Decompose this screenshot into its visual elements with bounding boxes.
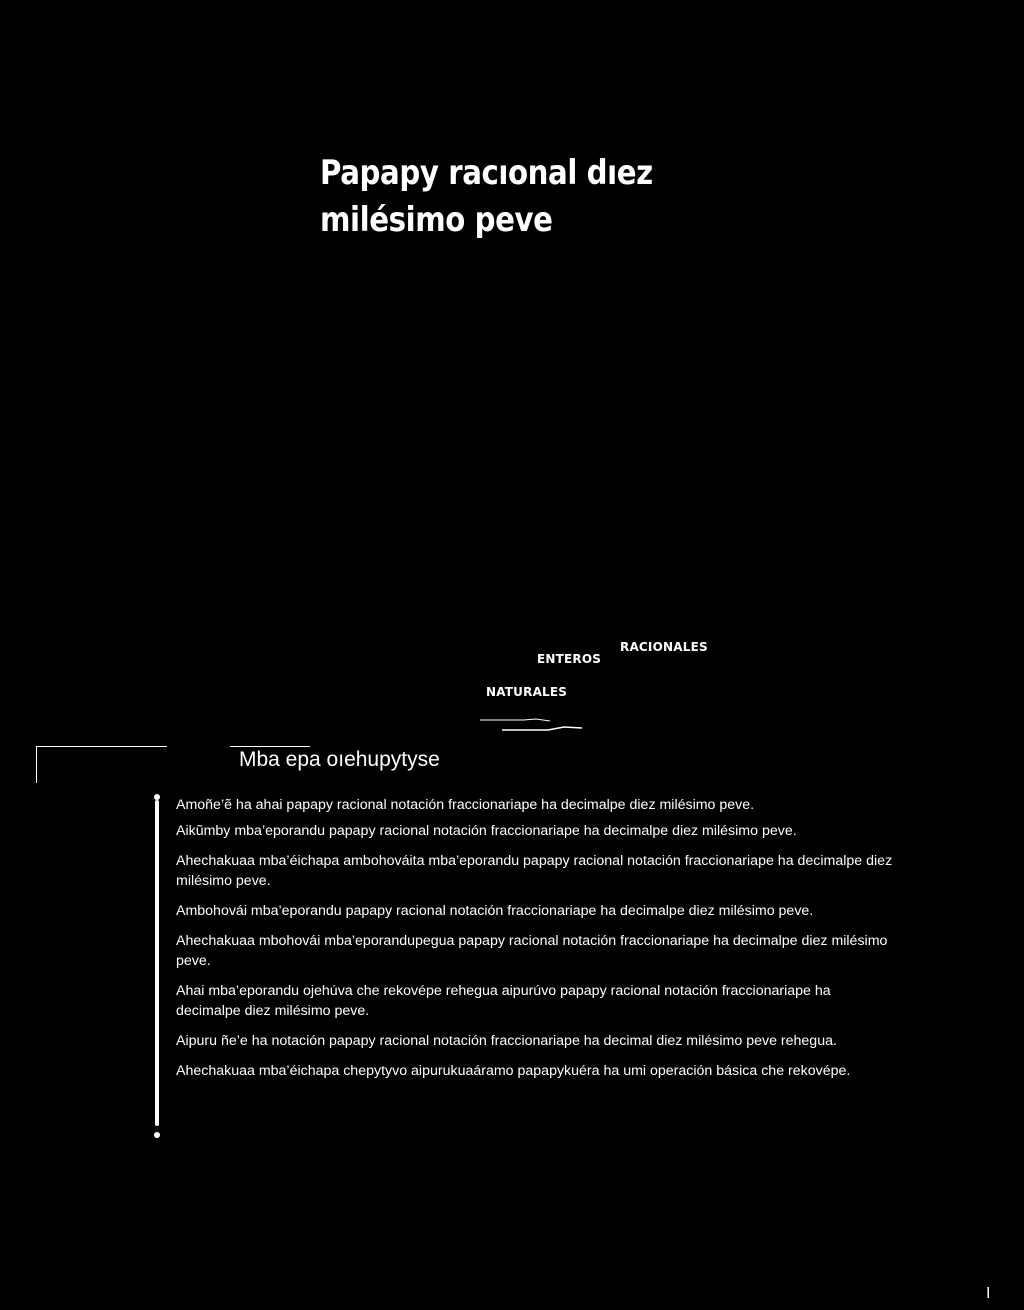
set-label-racionales: RACIONALES <box>620 640 708 654</box>
objective-item: Amoñe’ẽ ha ahai papapy racional notación fraccionariape ha decimalpe diez milésimo peve. <box>176 797 755 813</box>
rail-dot-icon <box>154 794 160 800</box>
objective-item: Aipuru ñe’e ha notación papapy racional notación fraccionariape ha decimal diez milésimo peve rehegua. <box>176 1033 837 1049</box>
objective-item: Ahechakuaa mbohovái mba’eporandupegua papapy racional notación fraccionariape ha decimalpe diez milésimo peve. <box>176 933 888 969</box>
objective-item: Ahechakuaa mba’éichapa ambohováita mba’eporandu papapy racional notación fraccionariape ha decimalpe diez milésimo peve. <box>176 853 893 889</box>
objective-item: Ahai mba’eporandu ojehúva che rekovépe rehegua aipurúvo papapy racional notación fraccionariape ha decimalpe diez milésimo peve. <box>176 983 831 1019</box>
section-heading: Mba epa oıehupytyse <box>239 748 440 771</box>
page-number: I <box>986 1285 991 1302</box>
rail-dot-icon <box>154 1132 160 1138</box>
objective-item: Ambohovái mba’eporandu papapy racional notación fraccionariape ha decimalpe diez milésimo peve. <box>176 903 814 919</box>
section-frame-top-line <box>230 746 310 747</box>
objectives-list <box>176 795 896 1091</box>
section-frame <box>36 746 167 783</box>
set-label-naturales: NATURALES <box>486 685 568 699</box>
set-label-enteros: ENTEROS <box>537 652 602 666</box>
objective-rail <box>155 800 159 1126</box>
objective-item: Ahechakuaa mba’éichapa chepytyvo aipurukuaáramo papapykuéra ha umi operación básica che rekovépe. <box>176 1063 851 1079</box>
set-diagram-strokes <box>478 714 588 736</box>
page-title: Papapy racıonal dıez milésimo peve <box>320 153 653 240</box>
objective-item: Aikũmby mba’eporandu papapy racional notación fraccionariape ha decimalpe diez milésimo peve. <box>176 823 797 839</box>
